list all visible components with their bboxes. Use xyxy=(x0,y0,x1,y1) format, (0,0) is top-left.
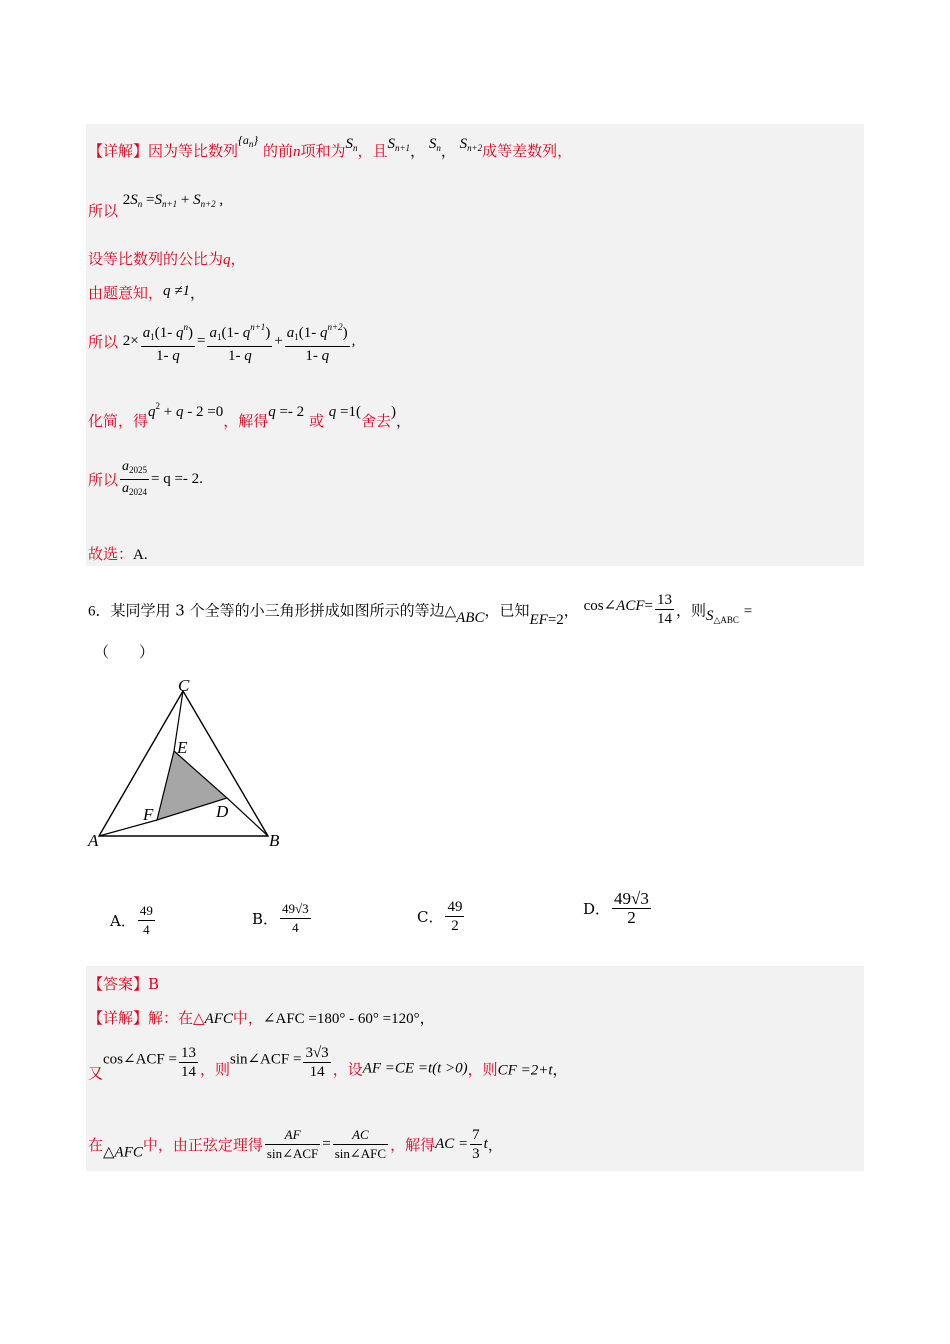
q5-line-5: 所以 2× $\frac{a_1(1- q^n)}{1- q}$ = $\frac{a_1(1- q^{n+1})}{1- q}$ + $\frac{a_1(1- q^{n+2})}{1- q}$ , xyxy=(88,318,355,365)
q5-line-3: 设等比数列的公比为q， xyxy=(88,250,246,268)
q5-line-1: 【详解】因为等比数列$^{\{a_n\}}$ 的前n项和为$S_n$，且$S_{n+1}$， $S_n$， $S_{n+2}$成等差数列， xyxy=(88,133,573,160)
q5-line-4: 由题意知，q ≠1， xyxy=(88,283,206,302)
q6-detail-line-3: 在△AFC中，由正弦定理得 $\frac{AF}{\text{sin∠ACF}}$ = $\frac{AC}{\text{sin∠AFC}}$ ，解得AC = $\frac{7}{3}$ t， xyxy=(88,1127,503,1162)
option-a[interactable]: A． $\frac{49}{4}$ xyxy=(110,903,153,937)
label-a: A xyxy=(88,831,99,850)
label-e: E xyxy=(177,738,188,757)
q6-answer-parens: （ ） xyxy=(94,643,155,661)
label-d: D xyxy=(216,802,229,821)
option-b[interactable]: B． $\frac{49√3}{4}$ xyxy=(252,901,309,935)
q6-detail-line-2: 又cos∠ACF = $\frac{13}{14}$ ，则sin∠ACF = $\frac{3√3}{14}$ ，设AF =CE =t(t >0)，则CF =2+t， xyxy=(88,1045,568,1083)
label-f: F xyxy=(143,805,154,824)
q6-detail-line-1: 【详解】解：在△AFC中，∠AFC =180° - 60° =120°， xyxy=(88,1009,435,1027)
segment-bd xyxy=(227,798,268,836)
option-c[interactable]: C． $\frac{49}{2}$ xyxy=(417,899,463,934)
q5-line-6: 化简，得$q^2 + q - 2 =0$，解得q =- 2 或 q =1(舍去)， xyxy=(88,401,412,430)
q5-line-8: 故选：A. xyxy=(88,545,148,563)
q6-stem: 6．某同学用 3 个全等的小三角形拼成如图所示的等边△ABC，已知EF=2， cos∠ACF= $\frac{13}{14}$ ，则$S_{\triangle ABC}$ = xyxy=(88,592,753,628)
q6-answer-line: 【答案】B xyxy=(88,975,160,993)
label-c: C xyxy=(178,676,190,695)
q5-line-2: 所以 $2S_n =S_{n+1} + S_{n+2}$ , xyxy=(88,192,224,220)
triangle-figure xyxy=(86,672,296,854)
q5-line-7: 所以 $\frac{a_{2025}}{a_{2024}}$ = q =- 2. xyxy=(88,459,203,497)
option-d[interactable]: D． $\frac{49√3}{2}$ xyxy=(583,889,649,927)
label-b: B xyxy=(269,831,280,850)
